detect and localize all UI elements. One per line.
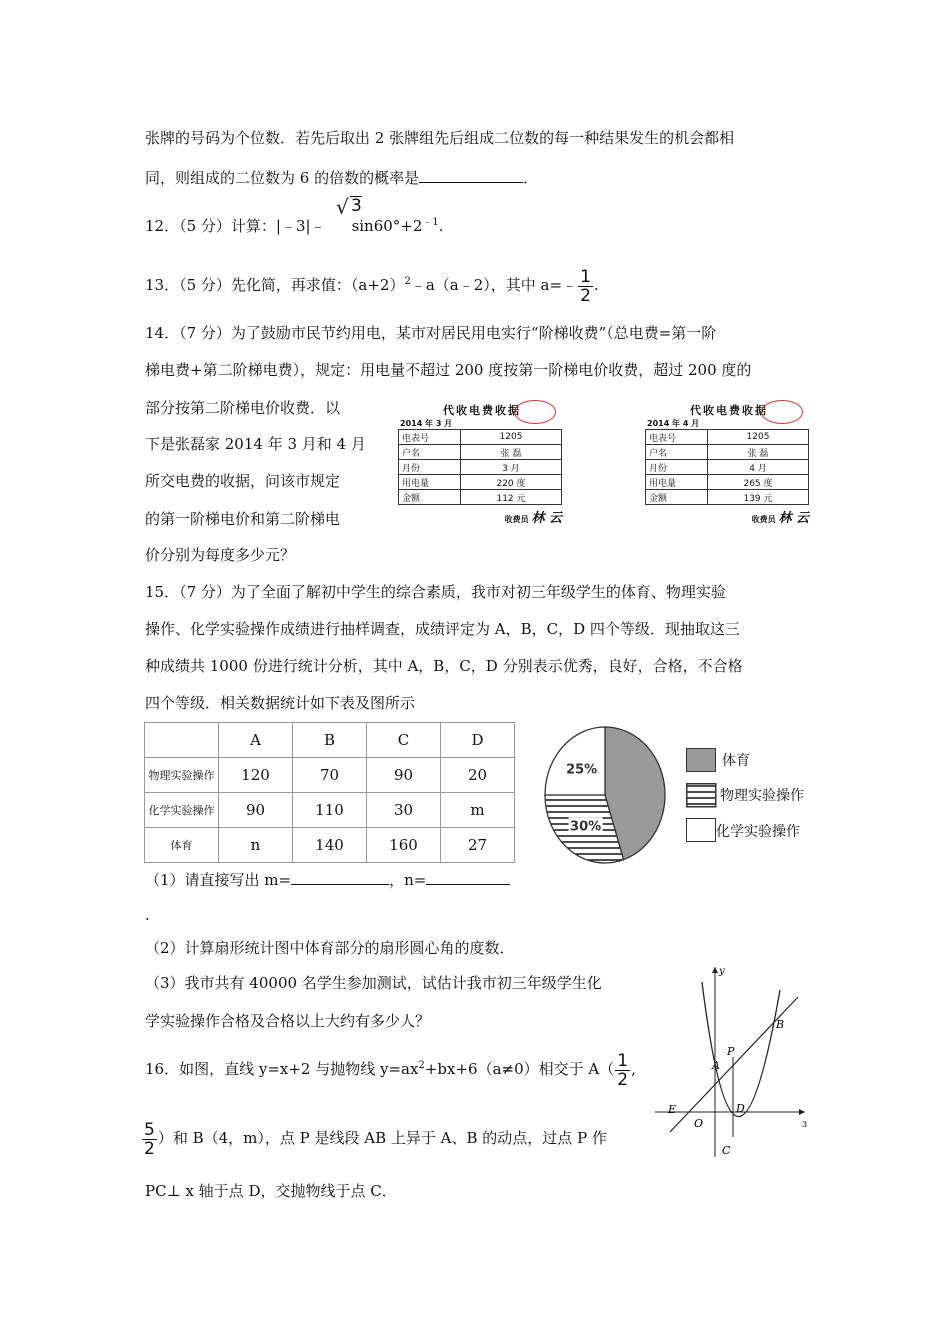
receipt-key: 金额 bbox=[646, 490, 708, 505]
table-row bbox=[399, 490, 562, 505]
table-header-cell: A bbox=[219, 723, 293, 758]
receipt-key: 用电量 bbox=[646, 475, 708, 490]
p15-q3-line2: 学实验操作合格及合格以上大约有多少人？ bbox=[145, 1012, 431, 1030]
table-cell: 70 bbox=[293, 758, 367, 793]
table-cell: 27 bbox=[441, 828, 515, 863]
collector-label: 收费员 bbox=[504, 515, 529, 524]
p13-prefix: 13．（5 分）先化简，再求值：（a+2） bbox=[145, 276, 405, 294]
fraction-a bbox=[615, 1052, 630, 1089]
x-axis-arrow-icon bbox=[799, 1109, 805, 1115]
receipt-value: 220 度 bbox=[461, 475, 562, 490]
p15-line4: 四个等级．相关数据统计如下表及图所示 bbox=[145, 694, 416, 712]
receipt-value: 3 月 bbox=[461, 460, 562, 475]
receipt-value: 265 度 bbox=[708, 475, 809, 490]
p15-q2: （2）计算扇形统计图中体育部分的扇形圆心角的度数． bbox=[145, 939, 515, 957]
receipt-table bbox=[645, 429, 809, 505]
p16-prefix: 16．如图，直线 y=x+2 与抛物线 y=ax bbox=[145, 1060, 419, 1078]
pie-slice-2 bbox=[545, 727, 605, 795]
p12-end: . bbox=[438, 217, 444, 235]
collector-label: 收费员 bbox=[751, 515, 776, 524]
receipt-title: 代收电费收据 bbox=[443, 404, 521, 417]
frac-num: 5 bbox=[144, 1119, 155, 1140]
p15-line1: 15．（7 分）为了全面了解初中学生的综合素质，我市对初三年级学生的体育、物理实验 bbox=[145, 583, 726, 601]
receipt-value: 4 月 bbox=[708, 460, 809, 475]
frac-den: 2 bbox=[580, 285, 591, 306]
p16-line2-text: ）和 B（4，m），点 P 是线段 AB 上异于 A、B 的动点，过点 P 作 bbox=[157, 1129, 607, 1147]
receipt-key: 用电量 bbox=[399, 475, 461, 490]
table-row-header: 体育 bbox=[145, 828, 219, 863]
receipt-table bbox=[398, 429, 562, 505]
p13-line bbox=[145, 262, 599, 306]
table-header-cell: D bbox=[441, 723, 515, 758]
table-cell: 90 bbox=[219, 793, 293, 828]
p13-end: . bbox=[593, 276, 599, 294]
receipt-date: 2014 年 4 月 bbox=[647, 419, 700, 428]
table-row bbox=[646, 445, 809, 460]
p15-q1-dot: . bbox=[145, 906, 150, 924]
p15-line2: 操作、化学实验操作成绩进行抽样调查，成绩评定为 A，B，C，D 四个等级．现抽取这三 bbox=[145, 620, 740, 638]
table-row bbox=[399, 430, 562, 445]
receipt-key: 电表号 bbox=[399, 430, 461, 445]
legend-label-chemistry: 化学实验操作 bbox=[716, 824, 800, 840]
answer-blank-m bbox=[291, 868, 389, 885]
label-c: C bbox=[722, 1144, 731, 1157]
table-header-cell: B bbox=[293, 723, 367, 758]
p16-exponent: 2 bbox=[418, 1060, 425, 1071]
frac-num: 1 bbox=[580, 266, 591, 287]
legend-swatch-chemistry bbox=[686, 818, 716, 842]
receipt-key: 户名 bbox=[646, 445, 708, 460]
p16-mid: +bx+6（a≠0）相交于 A（ bbox=[424, 1060, 615, 1078]
p15-line3: 种成绩共 1000 份进行统计分析，其中 A，B，C，D 分别表示优秀，良好，合格，不合格 bbox=[145, 657, 743, 675]
label-o: O bbox=[694, 1117, 704, 1130]
parabola-curve bbox=[702, 982, 780, 1117]
p14-line1: 14．（7 分）为了鼓励市民节约用电，某市对居民用电实行“阶梯收费”（总电费=第一阶 bbox=[145, 324, 717, 342]
table-row bbox=[145, 758, 515, 793]
label-e: E bbox=[668, 1103, 677, 1116]
grade-table bbox=[144, 722, 515, 863]
table-cell: 120 bbox=[219, 758, 293, 793]
p12-prefix: 12．（5 分）计算：|﹣3|﹣ bbox=[145, 217, 326, 235]
p15-q3-line1: （3）我市共有 40000 名学生参加测试，试估计我市初三年级学生化 bbox=[145, 974, 602, 992]
receipt-key: 电表号 bbox=[646, 430, 708, 445]
p14-line6: 的第一阶梯电价和第二阶梯电 bbox=[145, 510, 341, 528]
table-row bbox=[399, 460, 562, 475]
label-a: A bbox=[712, 1059, 720, 1072]
parabola-graph bbox=[650, 962, 810, 1162]
p16-line1 bbox=[145, 1046, 636, 1090]
signature: 林 云 bbox=[531, 511, 562, 526]
legend-label-physics: 物理实验操作 bbox=[720, 788, 804, 804]
p12-exponent: ﹣1 bbox=[422, 217, 439, 228]
fraction-one-half bbox=[578, 268, 593, 305]
receipt-signature bbox=[398, 507, 566, 526]
table-cell: m bbox=[441, 793, 515, 828]
table-cell: n bbox=[219, 828, 293, 863]
receipt-value: 1205 bbox=[461, 430, 562, 445]
sqrt-symbol: √ bbox=[336, 195, 349, 219]
sqrt-radicand: 3 bbox=[351, 196, 362, 216]
q1-mid: ，n= bbox=[389, 871, 427, 889]
frac-den: 2 bbox=[144, 1138, 155, 1159]
label-d: D bbox=[736, 1102, 745, 1115]
p11-line2-end: ． bbox=[523, 169, 539, 187]
table-row-header: 化学实验操作 bbox=[145, 793, 219, 828]
receipt-value: 张 磊 bbox=[708, 445, 809, 460]
p14-line4: 下是张磊家 2014 年 3 月和 4 月 bbox=[145, 435, 366, 453]
label-b: B bbox=[776, 1018, 785, 1031]
fraction-b bbox=[142, 1121, 157, 1158]
table-cell: 140 bbox=[293, 828, 367, 863]
p14-line2: 梯电费+第二阶梯电费），规定：用电量不超过 200 度按第一阶梯电价收费，超过 200 度的 bbox=[145, 361, 752, 379]
table-header-row bbox=[145, 723, 515, 758]
table-row bbox=[646, 460, 809, 475]
table-cell: 30 bbox=[367, 793, 441, 828]
label-y: y bbox=[719, 966, 725, 977]
p11-line1: 张牌的号码为个位数．若先后取出 2 张牌组先后组成二位数的每一种结果发生的机会都相 bbox=[145, 129, 735, 147]
p14-line5: 所交电费的收据，问该市规定 bbox=[145, 472, 341, 490]
receipt-value: 112 元 bbox=[461, 490, 562, 505]
receipt-value: 1205 bbox=[708, 430, 809, 445]
table-row bbox=[646, 490, 809, 505]
receipt-march bbox=[398, 402, 566, 526]
legend-label-pe: 体育 bbox=[722, 753, 750, 769]
p12-suffix: sin60°+2 bbox=[351, 217, 423, 235]
pie-label-2: 25% bbox=[566, 762, 598, 778]
table-cell: 160 bbox=[367, 828, 441, 863]
table-cell: 20 bbox=[441, 758, 515, 793]
table-cell: 90 bbox=[367, 758, 441, 793]
table-header-cell bbox=[145, 723, 219, 758]
q1-prefix: （1）请直接写出 m= bbox=[145, 871, 292, 889]
table-row bbox=[399, 475, 562, 490]
signature: 林 云 bbox=[778, 511, 809, 526]
table-cell: 110 bbox=[293, 793, 367, 828]
y-axis-arrow-icon bbox=[712, 967, 718, 973]
p16-line2 bbox=[141, 1118, 607, 1158]
table-row bbox=[145, 828, 515, 863]
receipt-signature bbox=[645, 507, 813, 526]
table-row bbox=[145, 793, 515, 828]
p11-line2-text: 同，则组成的二位数为 6 的倍数的概率是 bbox=[145, 169, 420, 187]
table-header-cell: C bbox=[367, 723, 441, 758]
legend-swatch-pe bbox=[686, 748, 716, 772]
receipt-value: 139 元 bbox=[708, 490, 809, 505]
p14-line3: 部分按第二阶梯电价收费．以 bbox=[145, 399, 341, 417]
p12-line bbox=[145, 213, 444, 236]
frac-den: 2 bbox=[617, 1069, 629, 1090]
answer-blank bbox=[419, 166, 523, 183]
receipt-date: 2014 年 3 月 bbox=[400, 419, 453, 428]
p13-exponent: 2 bbox=[404, 276, 411, 287]
red-stamp bbox=[514, 400, 556, 424]
table-row bbox=[646, 475, 809, 490]
red-stamp bbox=[761, 400, 803, 424]
p16-comma: , bbox=[631, 1060, 636, 1078]
label-p: P bbox=[727, 1045, 735, 1058]
frac-num: 1 bbox=[617, 1050, 629, 1071]
label-x: 3 bbox=[802, 1120, 808, 1129]
p13-middle: ﹣a（a﹣2），其中 a=﹣ bbox=[410, 276, 578, 294]
receipt-key: 户名 bbox=[399, 445, 461, 460]
answer-blank-n bbox=[426, 868, 510, 885]
p14-line7: 价分别为每度多少元？ bbox=[145, 546, 296, 564]
receipt-april bbox=[645, 402, 813, 526]
p16-line3: PC⊥ x 轴于点 D，交抛物线于点 C． bbox=[145, 1182, 397, 1200]
receipt-key: 月份 bbox=[646, 460, 708, 475]
receipt-title: 代收电费收据 bbox=[690, 404, 768, 417]
receipt-key: 月份 bbox=[399, 460, 461, 475]
pie-chart bbox=[540, 725, 670, 865]
table-row-header: 物理实验操作 bbox=[145, 758, 219, 793]
p15-q1 bbox=[145, 868, 510, 890]
table-row bbox=[399, 445, 562, 460]
table-row bbox=[646, 430, 809, 445]
receipt-key: 金额 bbox=[399, 490, 461, 505]
receipt-value: 张 磊 bbox=[461, 445, 562, 460]
p11-line2 bbox=[145, 166, 538, 188]
legend-swatch-physics bbox=[686, 783, 717, 808]
pie-label-1: 30% bbox=[570, 819, 602, 835]
